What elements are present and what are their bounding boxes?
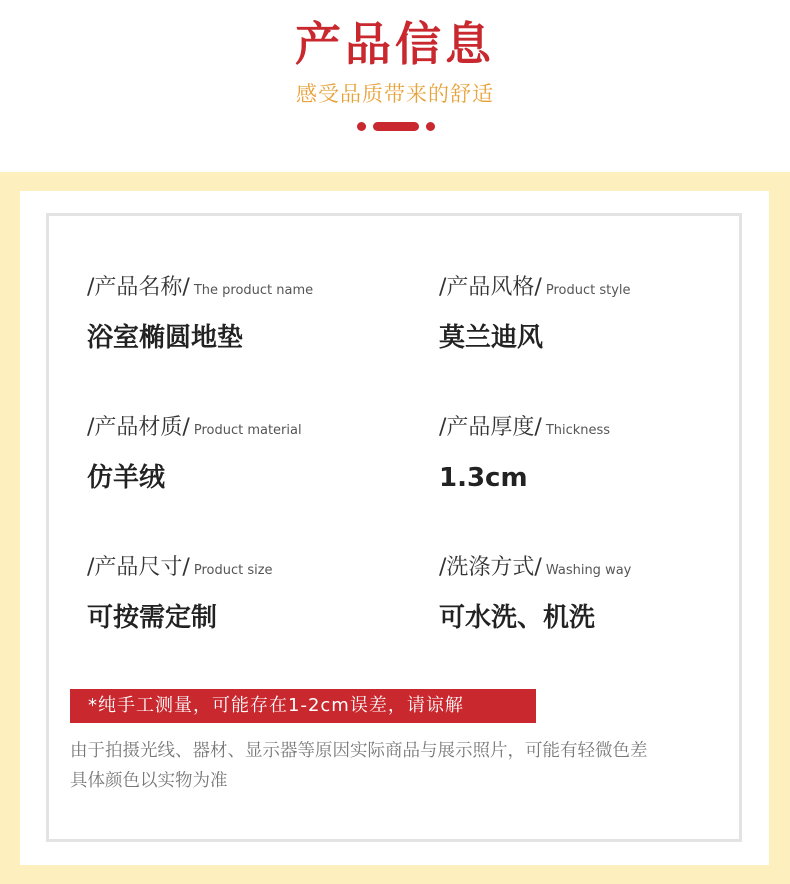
disclaimer-line-2: 具体颜色以实物为准	[70, 771, 228, 791]
item-value: 1.3cm	[439, 463, 528, 493]
item-label-cn: /洗涤方式/	[439, 555, 542, 580]
item-label	[87, 413, 302, 446]
item-label-cn: /产品尺寸/	[87, 555, 190, 580]
header	[0, 0, 790, 172]
item-label-cn: /产品厚度/	[439, 415, 542, 440]
item-value: 可水洗、机洗	[439, 603, 596, 633]
info-item-product-style	[439, 273, 631, 356]
color-disclaimer	[70, 736, 730, 796]
measurement-note: *纯手工测量，可能存在1-2cm误差，请谅解	[70, 689, 536, 723]
item-label-en: Product size	[193, 563, 273, 578]
page-title: 产品信息	[295, 17, 495, 71]
disclaimer-line-1: 由于拍摄光线、器材、显示器等原因实际商品与展示照片，可能有轻微色差	[70, 741, 648, 761]
decoration-bar	[373, 122, 419, 131]
info-item-washing-way	[439, 553, 631, 636]
item-label-en: The product name	[193, 283, 314, 298]
decoration-dot-right	[426, 122, 435, 131]
decoration-dot-left	[357, 122, 366, 131]
item-label-en: Product material	[193, 423, 302, 438]
info-item-product-name	[87, 273, 313, 356]
item-label-cn: /产品材质/	[87, 415, 190, 440]
info-item-product-size	[87, 553, 273, 636]
item-label	[439, 273, 631, 306]
item-label	[439, 413, 610, 446]
item-label-en: Product style	[545, 283, 631, 298]
item-label-en: Thickness	[545, 423, 611, 438]
item-label	[439, 553, 631, 586]
item-value: 可按需定制	[87, 603, 218, 633]
item-label	[87, 273, 313, 306]
item-label	[87, 553, 273, 586]
item-value: 莫兰迪风	[439, 323, 544, 353]
page-subtitle: 感受品质带来的舒适	[296, 82, 494, 106]
item-value: 仿羊绒	[87, 463, 166, 493]
info-item-product-material	[87, 413, 302, 496]
item-label-cn: /产品风格/	[439, 275, 542, 300]
item-value: 浴室椭圆地垫	[87, 323, 244, 353]
item-label-cn: /产品名称/	[87, 275, 190, 300]
item-label-en: Washing way	[545, 563, 632, 578]
info-item-thickness	[439, 413, 610, 496]
